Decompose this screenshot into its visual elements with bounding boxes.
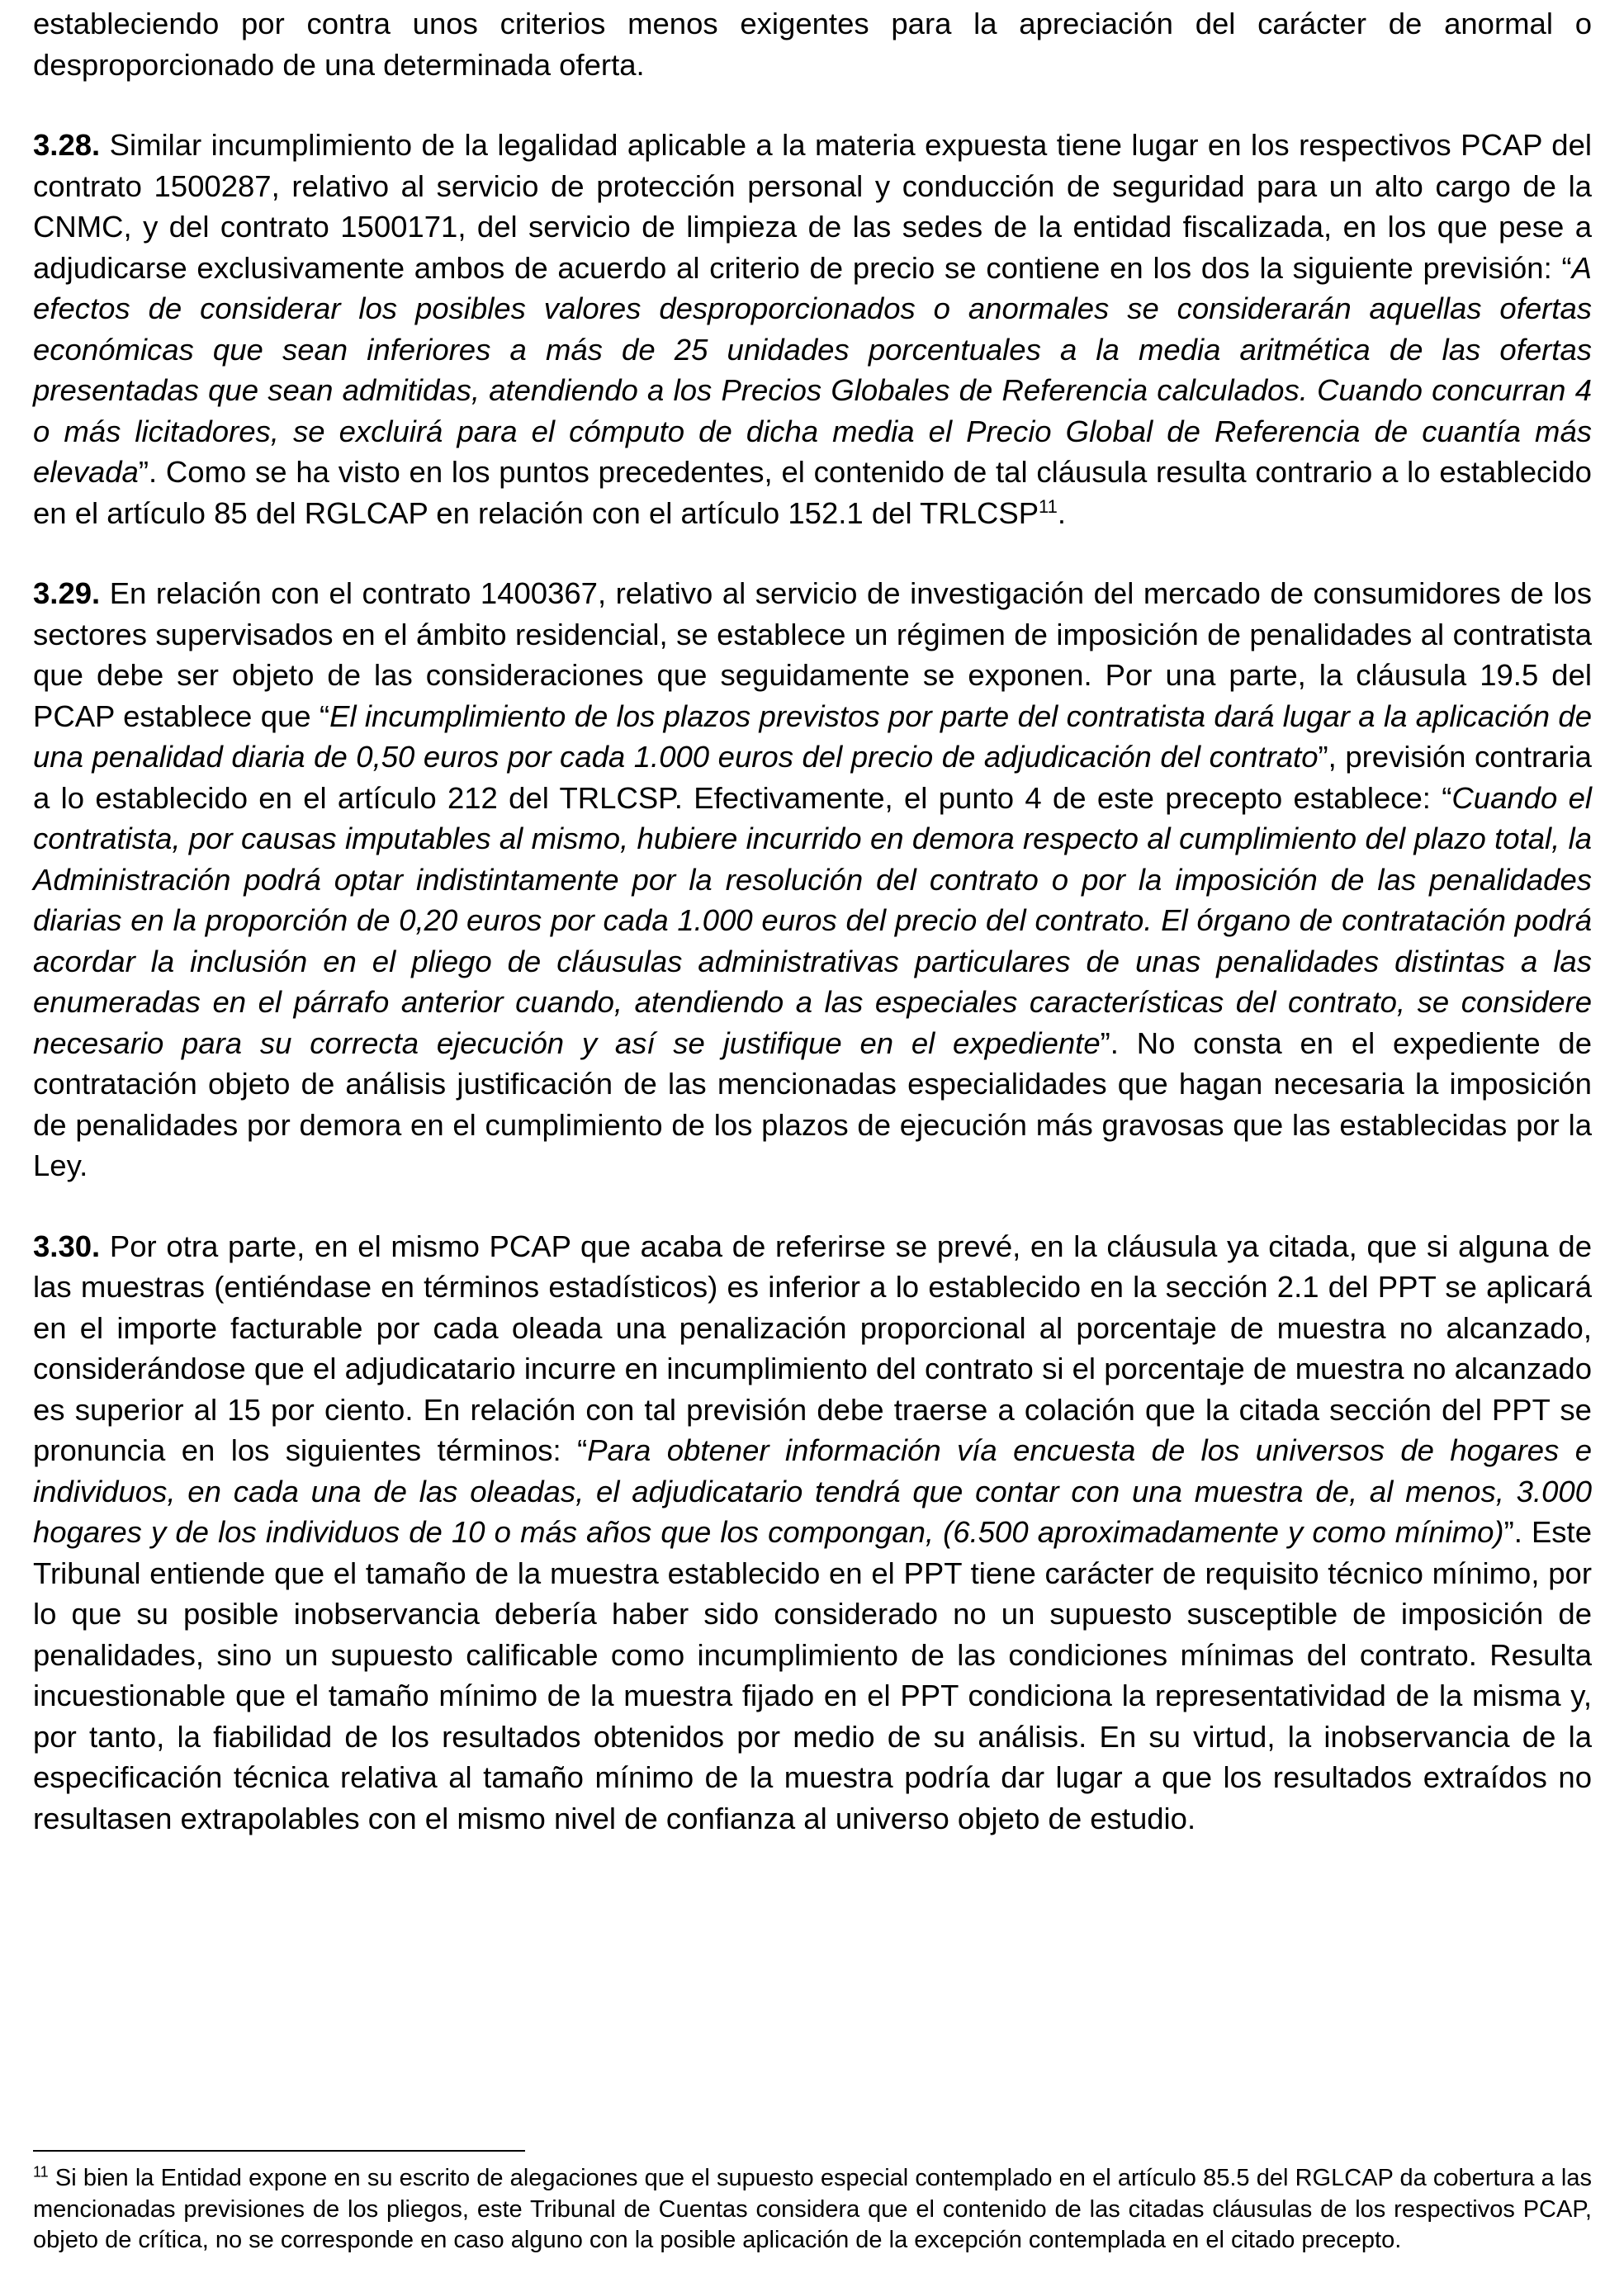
- paragraph-text: Por otra parte, en el mismo PCAP que acaba de referirse se prevé, en la cláusula ya citada, que si alguna de las muestras (entiéndase en términos estadísticos) es inferior a lo establecido en la sección 2.1 del PPT se aplicará en el importe facturable por cada oleada una penalización proporcional al porcentaje de muestra no alcanzado, considerándose que el adjudicatario incurre en incumplimiento del contrato si el porcentaje de muestra no alcanzado es superior al 15 por ciento. En relación con tal previsión debe traerse a colación que la citada sección del PPT se pronuncia en los siguientes términos: “: [33, 1229, 1592, 1467]
- paragraph-intro: [33, 3, 1592, 85]
- footnote-separator: [33, 2150, 525, 2152]
- paragraph-text: .: [1057, 495, 1067, 530]
- paragraph-number: 3.29.: [33, 576, 101, 610]
- paragraph-3-29: [33, 573, 1592, 1186]
- paragraph-text: ”, previsión contraria a lo establecido en el artículo 212 del TRLCSP. Efectivamente, el punto 4 de este precepto establece: “: [33, 740, 1592, 815]
- quoted-clause: El incumplimiento de los plazos previstos por parte del contratista dará lugar a la aplicación de una penalidad diaria de 0,50 euros por cada 1.000 euros del precio de adjudicación del contrato: [33, 698, 1592, 774]
- paragraph-text: ”. Este Tribunal entiende que el tamaño de la muestra establecido en el PPT tiene carácter de requisito técnico mínimo, por lo que su posible inobservancia debería haber sido considerado no un supuesto susceptible de imposición de penalidades, sino un supuesto calificable como incumplimiento de las condiciones mínimas del contrato. Resulta incuestionable que el tamaño mínimo de la muestra fijado en el PPT condiciona la representatividad de la misma y, por tanto, la fiabilidad de los resultados obtenidos por medio de su análisis. En su virtud, la inobservancia de la especificación técnica relativa al tamaño mínimo de la muestra podría dar lugar a que los resultados extraídos no resultasen extrapolables con el mismo nivel de confianza al universo objeto de estudio.: [33, 1515, 1592, 1835]
- quoted-specification: Para obtener información vía encuesta de los universos de hogares e individuos, en cada una de las oleadas, el adjudicatario tendrá que contar con una muestra de, al menos, 3.000 hogares y de los individuos de 10 o más años que los compongan, (6.500 aproximadamente y como mínimo): [33, 1433, 1592, 1549]
- quoted-clause: A efectos de considerar los posibles valores desproporcionados o anormales se considerarán aquellas ofertas económicas que sean inferiores a más de 25 unidades porcentuales a la media aritmética de las ofertas presentadas que sean admitidas, atendiendo a los Precios Globales de Referencia calculados. Cuando concurran 4 o más licitadores, se excluirá para el cómputo de dicha media el Precio Global de Referencia de cuantía más elevada: [33, 250, 1592, 489]
- intro-text: estableciendo por contra unos criterios menos exigentes para la apreciación del carácter de anormal o desproporcionado de una determinada oferta.: [33, 7, 1592, 82]
- footnote-11: [33, 2163, 1592, 2256]
- paragraph-number: 3.28.: [33, 128, 101, 162]
- paragraph-text: Similar incumplimiento de la legalidad aplicable a la materia expuesta tiene lugar en los respectivos PCAP del contrato 1500287, relativo al servicio de protección personal y conducción de seguridad para un alto cargo de la CNMC, y del contrato 1500171, del servicio de limpieza de las sedes de la entidad fiscalizada, en los que pese a adjudicarse exclusivamente ambos de acuerdo al criterio de precio se contiene en los dos la siguiente previsión: “: [33, 128, 1592, 285]
- quoted-law: Cuando el contratista, por causas imputables al mismo, hubiere incurrido en demora respecto al cumplimiento del plazo total, la Administración podrá optar indistintamente por la resolución del contrato o por la imposición de las penalidades diarias en la proporción de 0,20 euros por cada 1.000 euros del precio del contrato. El órgano de contratación podrá acordar la inclusión en el pliego de cláusulas administrativas particulares de unas penalidades distintas a las enumeradas en el párrafo anterior cuando, atendiendo a las especiales características del contrato, se considere necesario para su correcta ejecución y así se justifique en el expediente: [33, 780, 1592, 1060]
- paragraph-3-28: [33, 125, 1592, 533]
- paragraph-3-30: [33, 1226, 1592, 1840]
- paragraph-text: ”. No consta en el expediente de contratación objeto de análisis justificación de las mencionadas especialidades que hagan necesaria la imposición de penalidades por demora en el cumplimiento de los plazos de ejecución más gravosas que las establecidas por la Ley.: [33, 1025, 1592, 1182]
- footnote-marker: 11: [33, 2163, 49, 2181]
- footnote-text: Si bien la Entidad expone en su escrito de alegaciones que el supuesto especial contemplado en el artículo 85.5 del RGLCAP da cobertura a las mencionadas previsiones de los pliegos, este Tribunal de Cuentas considera que el contenido de las citadas cláusulas de los respectivos PCAP, objeto de crítica, no se corresponde en caso alguno con la posible aplicación de la excepción contemplada en el citado precepto.: [33, 2165, 1592, 2253]
- footnote-reference[interactable]: 11: [1039, 495, 1058, 517]
- paragraph-text: En relación con el contrato 1400367, relativo al servicio de investigación del mercado de consumidores de los sectores supervisados en el ámbito residencial, se establece un régimen de imposición de penalidades al contratista que debe ser objeto de las consideraciones que seguidamente se exponen. Por una parte, la cláusula 19.5 del PCAP establece que “: [33, 576, 1592, 733]
- paragraph-number: 3.30.: [33, 1229, 101, 1263]
- paragraph-text: ”. Como se ha visto en los puntos precedentes, el contenido de tal cláusula resulta contrario a lo establecido en el artículo 85 del RGLCAP en relación con el artículo 152.1 del TRLCSP: [33, 455, 1592, 530]
- document-page: [33, 0, 1592, 1839]
